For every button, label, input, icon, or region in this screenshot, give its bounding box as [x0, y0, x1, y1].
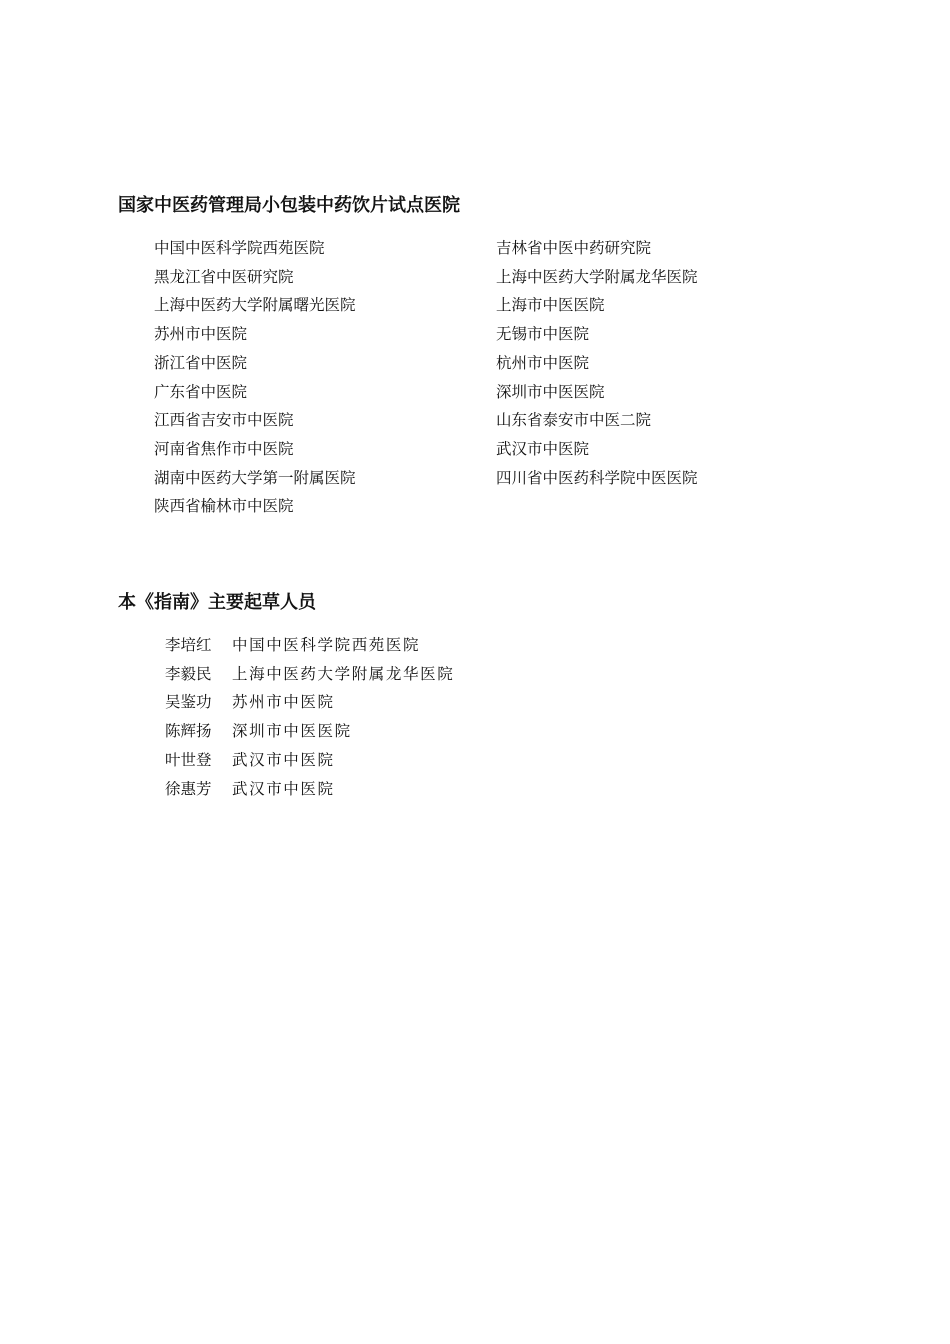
drafter-row: [165, 717, 454, 746]
drafters-section-title: 本《指南》主要起草人员: [118, 592, 316, 613]
list-item: 黑龙江省中医研究院: [154, 267, 294, 286]
drafter-row: [165, 631, 454, 660]
list-item: 深圳市中医医院: [496, 382, 605, 401]
list-item: 苏州市中医院: [154, 325, 248, 344]
list-item: 湖南中医药大学第一附属医院: [154, 468, 356, 487]
drafter-institution: 武汉市中医院: [232, 750, 335, 769]
drafter-row: [165, 775, 454, 804]
list-item: 江西省吉安市中医院: [154, 411, 294, 430]
drafter-institution: 武汉市中医院: [232, 779, 335, 798]
list-item: 中国中医科学院西苑医院: [154, 239, 325, 257]
drafter-list: [165, 631, 454, 803]
drafter-name: 吴鉴功: [165, 693, 212, 712]
drafter-name: 叶世登: [165, 750, 212, 769]
drafter-row: [165, 746, 454, 775]
drafter-row: [165, 660, 454, 689]
hospital-list-right: [496, 234, 698, 492]
drafter-name: 徐惠芳: [165, 779, 212, 798]
list-item: 无锡市中医院: [496, 325, 590, 344]
list-item: 广东省中医院: [154, 382, 248, 401]
list-item: 杭州市中医院: [496, 353, 590, 372]
drafter-name: 李培红: [165, 636, 212, 654]
drafter-row: [165, 688, 454, 717]
list-item: 四川省中医药科学院中医医院: [496, 468, 698, 487]
hospitals-section-title: 国家中医药管理局小包装中药饮片试点医院: [118, 195, 460, 216]
list-item: 浙江省中医院: [154, 353, 248, 372]
list-item: 陕西省榆林市中医院: [154, 497, 294, 516]
list-item: 武汉市中医院: [496, 439, 590, 458]
drafter-institution: 苏州市中医院: [232, 693, 335, 712]
list-item: 河南省焦作市中医院: [154, 439, 294, 458]
list-item: 上海中医药大学附属龙华医院: [496, 267, 698, 286]
drafter-name: 李毅民: [165, 664, 212, 683]
drafter-name: 陈辉扬: [165, 722, 212, 741]
list-item: 山东省泰安市中医二院: [496, 411, 652, 430]
drafter-institution: 上海中医药大学附属龙华医院: [232, 664, 455, 683]
list-item: 上海中医药大学附属曙光医院: [154, 296, 356, 315]
hospital-list-left: [154, 234, 356, 521]
drafter-institution: 深圳市中医医院: [232, 722, 352, 741]
list-item: 上海市中医医院: [496, 296, 605, 315]
list-item: 吉林省中医中药研究院: [496, 239, 652, 257]
drafter-institution: 中国中医科学院西苑医院: [232, 636, 421, 654]
